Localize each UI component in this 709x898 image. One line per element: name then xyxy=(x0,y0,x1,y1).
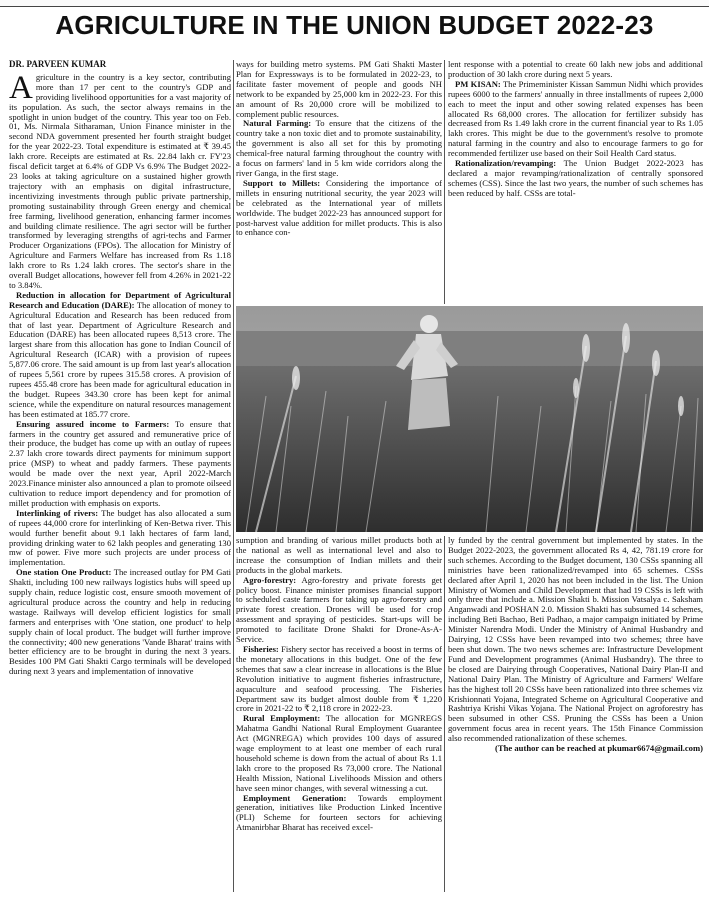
paragraph: PM KISAN: The Primeminister Kissan Sammun Nidhi which provides rupees 6000 to the farmers' annually in three installments of rupees 2,000 each to meet the input and other sowing related expenses has been allocated Rs 68,000 crores. The allocation for fertilizer subsidy has decreased from Rs 1.49 lakh crore in the current financial year to Rs 1.05 lakh crores. This might be due to the government's resolve to promote natural farming in the country and also to encourage farmers to go for recommended fertilizer use based on their Soil Health Card status. xyxy=(448,78,703,159)
author-note: (The author can be reached at pkumar6674@gmail.com) xyxy=(495,743,703,754)
column-rule xyxy=(444,60,445,304)
article-column-3-top xyxy=(448,60,703,304)
drop-cap: A xyxy=(9,69,33,106)
intro-paragraph: Agriculture in the country is a key sector, contributing more than 17 per cent to the country's GDP and providing livelihood opportunities for a vast majority of its population. As such, the sector always remains in the spotlight in union budget of the country. This year too on Feb. 01, Ms. Nirmala Sitharaman, Union Finance minister in the second NDA government presented her fourth straight budget for the year 2022-23. Total expenditure is estimated at ₹ 39.45 lakh crore. Receipts are estimated at Rs. 22.84 lakh cr. FY'23 fiscal deficit target at 6.4% of GDP Vs 6.9% The Budget 2022-23 looks at taking agriculture on a sustained higher growth trajectory with an emphasis on digital infrastructure, incentivizing investments through public private partnership, promoting sustainability through Green energy and chemical free farming, livelihood generation, enhancing farmer incomes and building climate resilience. The agri sector will be further transformed by leveraging strengths of agri-techs and Farmer Producer Organizations (FPOs). The allocation for Ministry of Agriculture and Farmers Welfare has increased from Rs 1.18 lakh crore to Rs 1.24 lakh crores. The sector's share in the overall Budget allocations, however fell from 4.26% in 2021-22 to 3.84%. xyxy=(9,69,231,290)
subhead: Ensuring assured income to Farmers: xyxy=(16,418,170,429)
subhead: Agro-forestry: xyxy=(243,574,297,585)
paragraph: Agro-forestry: Agro-forestry and private forests get policy boost. Finance minister promises financial support to scheduled caste farmers for taking up agro-forestry and private forest creation. Drones will be used for crop assessment and spraying of pesticides. Start-ups will be promoted to facilitate Drone Shakti for Drone-As-A-Service. xyxy=(236,574,442,645)
subhead: Rationalization/revamping: xyxy=(455,158,557,169)
paragraph: One station One Product: The increased outlay for PM Gati Shakti, including 100 new railways logistics hubs will speed up supply chain, reduce logistic cost, ensure smooth movement of agricultural produce across the country and help in reducing wastage. Railways will develop efficient logistics for small farmers and enterprises with 'One station, one product' to help supply chain of local product. The budget will further improve the connectivity; 400 new generations 'Vande Bharat' trains with better efficiency are to be brought in during the next 3 years. Besides 100 PM Gati Shakti Cargo terminals will be developed during next 3 years and implementation of innovative xyxy=(9,567,231,677)
paragraph: lent response with a potential to create 60 lakh new jobs and additional production of 30 lakh crore during next 5 years. xyxy=(448,60,703,79)
paragraph: Employment Generation: Towards employment generation, initiatives like Production Linked Incentive (PLI) Scheme for fourteen sectors for achieving Atmanirbhar Bharat has received excel- xyxy=(236,792,442,833)
subhead: Rural Employment: xyxy=(243,713,321,724)
subhead: Support to Millets: xyxy=(243,177,321,188)
paragraph: Ensuring assured income to Farmers: To ensure that farmers in the country get assured and remunerative price of their produce, the budget has come up with an outlay of rupees 2.37 lakh crore towards direct payments for minimum support price (MSP) to wheat and paddy farmers. These payments would be made over the next year, April 2022-March 2023.Finance minister also announced a plan to promote oilseed cultivation to reduce import dependency and for promotion of millet production with emphasis on exports. xyxy=(9,418,231,508)
subhead: PM KISAN: xyxy=(455,78,501,89)
column-rule xyxy=(233,60,234,892)
byline: DR. PARVEEN KUMAR xyxy=(9,60,107,69)
paragraph: Rural Employment: The allocation for MGNREGS Mahatma Gandhi National Rural Employment Guarantee Act (MGNREGA) which provides 100 days of assured wage employment to at least one member of each rural household scheme is down from the actual of about Rs 1.1 lakh crore to the proposed Rs 73,000 crore. The National Health Mission, National Livelihoods Mission and others have seen minor changes, with several witnessing a cut. xyxy=(236,713,442,793)
article-column-2-bottom xyxy=(236,536,442,892)
headline: AGRICULTURE IN THE UNION BUDGET 2022-23 xyxy=(55,10,654,40)
masthead-strip xyxy=(0,0,709,7)
paragraph: Fisheries: Fishery sector has received a boost in terms of the monetary allocations in this budget. One of the few schemes that saw a clear increase in allocations is the Blue Revolution initiative to augment fisheries infrastructure, aquaculture and seafood processing. The Fisheries Department saw its budget almost double from ₹ 1,220 crore in 2021-22 to ₹ 2,118 crore in 2022-23. xyxy=(236,643,442,714)
paragraph: sumption and branding of various millet products both at the national as well as international level and also to increase the consumption of Indian millets and their products in the global markets. xyxy=(236,536,442,575)
paragraph: ly funded by the central government but implemented by states. In the Budget 2022-2023, the government allocated Rs 4, 42, 781.19 crore for such schemes. According to the Budget document, 130 CSSs spanning all ministries have been rationalized/revamped into 65 schemes. CSSs declared after April 1, 2020 has not been included in the list. The Union Ministry of Women and Child Development that had 19 CSSs is left with only three that include a. Mission Shakti b. Mission Vatsalya c. Saksham Anganwadi and POSHAN 2.0. Mission Shakti has subsumed 14 schemes, including Beti Bachao, Beti Padhao, a major campaign initiated by Prime Minister Narendra Modi. Under the Ministry of Animal Husbandry and Dairying, 12 CSSs have been revamped into two schemes; three have been shut down. The two news schemes are: Infrastructure Development Fund and Development programmes (Animal Husbandry). The three to be closed are Dairying through Cooperatives, National Dairy Plan-II and National Dairy Plan. The Ministry of Agriculture and Farmers' Welfare has the highest toll 20 CSSs have been rationalized into three schemes viz Krishionnati Yojana, Integrated Scheme on Agricultural Cooperative and Rashtriya Krishi Vikas Yojana. The National Project on agroforestry has been subsumed in other CSS. Pruning the CSSs has been a Union government focus area in recent years. The 15th Finance Commission also recommended rationalization of these schemes. xyxy=(448,536,703,744)
subhead: Natural Farming: xyxy=(243,118,312,129)
subhead: One station One Product: xyxy=(16,567,112,578)
column-rule xyxy=(444,536,445,892)
subhead: Fisheries: xyxy=(243,643,279,654)
farmer-in-wheat-field-photo xyxy=(236,306,703,532)
subhead: Interlinking of rivers: xyxy=(16,507,99,518)
paragraph: Rationalization/revamping: The Union Budget 2022-2023 has declared a major revamping/rationalization of centrally sponsored schemes (CSS). Since the last two years, the number of such schemes has been reduced by half. CSSs are total- xyxy=(448,158,703,198)
paragraph: Reduction in allocation for Department of Agricultural Research and Education (DARE): The allocation of money to Agricultural Education and Research has been reduced from that of last year. Department of Agriculture Research and Education (DARE) has been allocated rupees 8,513 crore. The largest share from this allocation has gone to Indian Council of Agricultural Research (ICAR) with a provision of rupees 5,877.06 crore. The said amount is up from last year's allocation of rupees 5,561 crore by rupees 315.58 crores. A provision of rupees 455.48 crore has been made for agricultural education in the budget. Rupees 343.30 crore has been kept for animal science, while the expenditure on natural resources management has been estimated at 185.77 crore. xyxy=(9,289,231,419)
article-column-2-top xyxy=(236,60,442,304)
subhead: Reduction in allocation for Department of Agricultural Research and Education (DARE): xyxy=(9,289,231,310)
paragraph: Interlinking of rivers: The budget has also allocated a sum of rupees 44,000 crore for interlinking of Ken-Betwa river. This would further benefit about 9.1 lakh hectares of farm land, providing drinking water to 62 lakh peoples and generating 130 mw of power. Five more such projects are under process of implementation. xyxy=(9,507,231,568)
article-column-1 xyxy=(9,60,231,892)
subhead: Employment Generation: xyxy=(243,792,347,803)
paragraph: Support to Millets: Considering the importance of millets in ensuring nutritional security, the year 2023 will be celebrated as the International year of millets worldwide. The budget 2022-23 has announced support for post-harvest value addition for millet products. This is also to enhance con- xyxy=(236,177,442,238)
article-column-3-bottom xyxy=(448,536,703,892)
photo-illustration xyxy=(236,306,703,532)
paragraph: ways for building metro systems. PM Gati Shakti Master Plan for Expressways is to be formulated in 2022-23, to facilitate faster movement of people and goods NH network to be expanded by 25,000 km in 2022-23. For this an amount of Rs 20,000 crore will be mobilized to complement public resources. xyxy=(236,60,442,119)
paragraph: Natural Farming: To ensure that the citizens of the country take a non toxic diet and to promote sustainability, the government is also all set for this by promoting chemical-free natural farming throughout the country with a focus on farmers' land in 5 km wide corridors along the river Ganga, in the first stage. xyxy=(236,118,442,178)
